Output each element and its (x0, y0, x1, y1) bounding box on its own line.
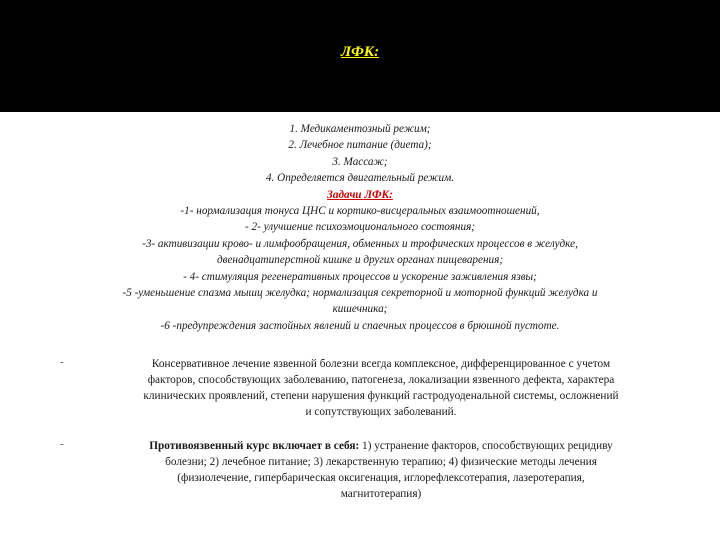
regime-item: 4. Определяется двигательный режим. (265, 172, 455, 185)
paragraph-line: магнитотерапия) (340, 488, 422, 500)
paragraph-line: (физиолечение, гипербарическая оксигенация, иглорефлексотерапия, лазеротерапия, (177, 472, 585, 484)
task-item: -5 -уменьшение спазма мышц желудка; нормализация секреторной и моторной функций желудка и (122, 287, 598, 300)
task-item: -1- нормализация тонуса ЦНС и кортико-висцеральных взаимоотношений, (180, 205, 540, 218)
bullet-dash: - (60, 438, 64, 450)
bullet-dash: - (60, 356, 64, 368)
title-banner (0, 0, 720, 112)
tasks-subheading: Задачи ЛФК: (327, 188, 393, 201)
task-item: двенадцатиперстной кишке и других органах пищеварения; (216, 254, 504, 267)
task-item: -6 -предупреждения застойных явлений и спаечных процессов в брюшной пустоте. (160, 319, 560, 332)
task-item: кишечника; (332, 303, 388, 316)
paragraph-line: болезни; 2) лечебное питание; 3) лекарственную терапию; 4) физические методы лечения (165, 456, 597, 468)
task-item: -3- активизации крово- и лимфообращения, обменных и трофических процессов в желудке, (142, 237, 578, 250)
paragraph-line (86, 438, 676, 454)
paragraph-line: факторов, способствующих заболеванию, патогенеза, локализации язвенного дефекта, характера (147, 374, 615, 386)
paragraph-line: и сопутствующих заболеваний. (305, 406, 457, 418)
course-text: 1) устранение факторов, способствующих рецидиву (359, 440, 613, 452)
regime-item: 3. Массаж; (332, 155, 388, 168)
task-item: - 4- стимуляция регенеративных процессов и ускорение заживления язвы; (183, 270, 537, 283)
page-title: ЛФК: (340, 44, 380, 60)
course-paragraph (86, 438, 676, 502)
paragraph-line: Консервативное лечение язвенной болезни всегда комплексное, дифференцированное с учетом (151, 358, 611, 370)
course-lead: Противоязвенный курс включает в себя: (149, 440, 360, 452)
regime-item: 1. Медикаментозный режим; (289, 123, 431, 135)
lfk-block (40, 121, 680, 334)
treatment-paragraph (86, 356, 676, 420)
task-item: - 2- улучшение психоэмоционального состояния; (244, 221, 475, 234)
paragraph-line: клинических проявлений, степени нарушения функций гастродуоденальной системы, осложнений (143, 390, 619, 402)
regime-item: 2. Лечебное питание (диета); (288, 139, 432, 152)
